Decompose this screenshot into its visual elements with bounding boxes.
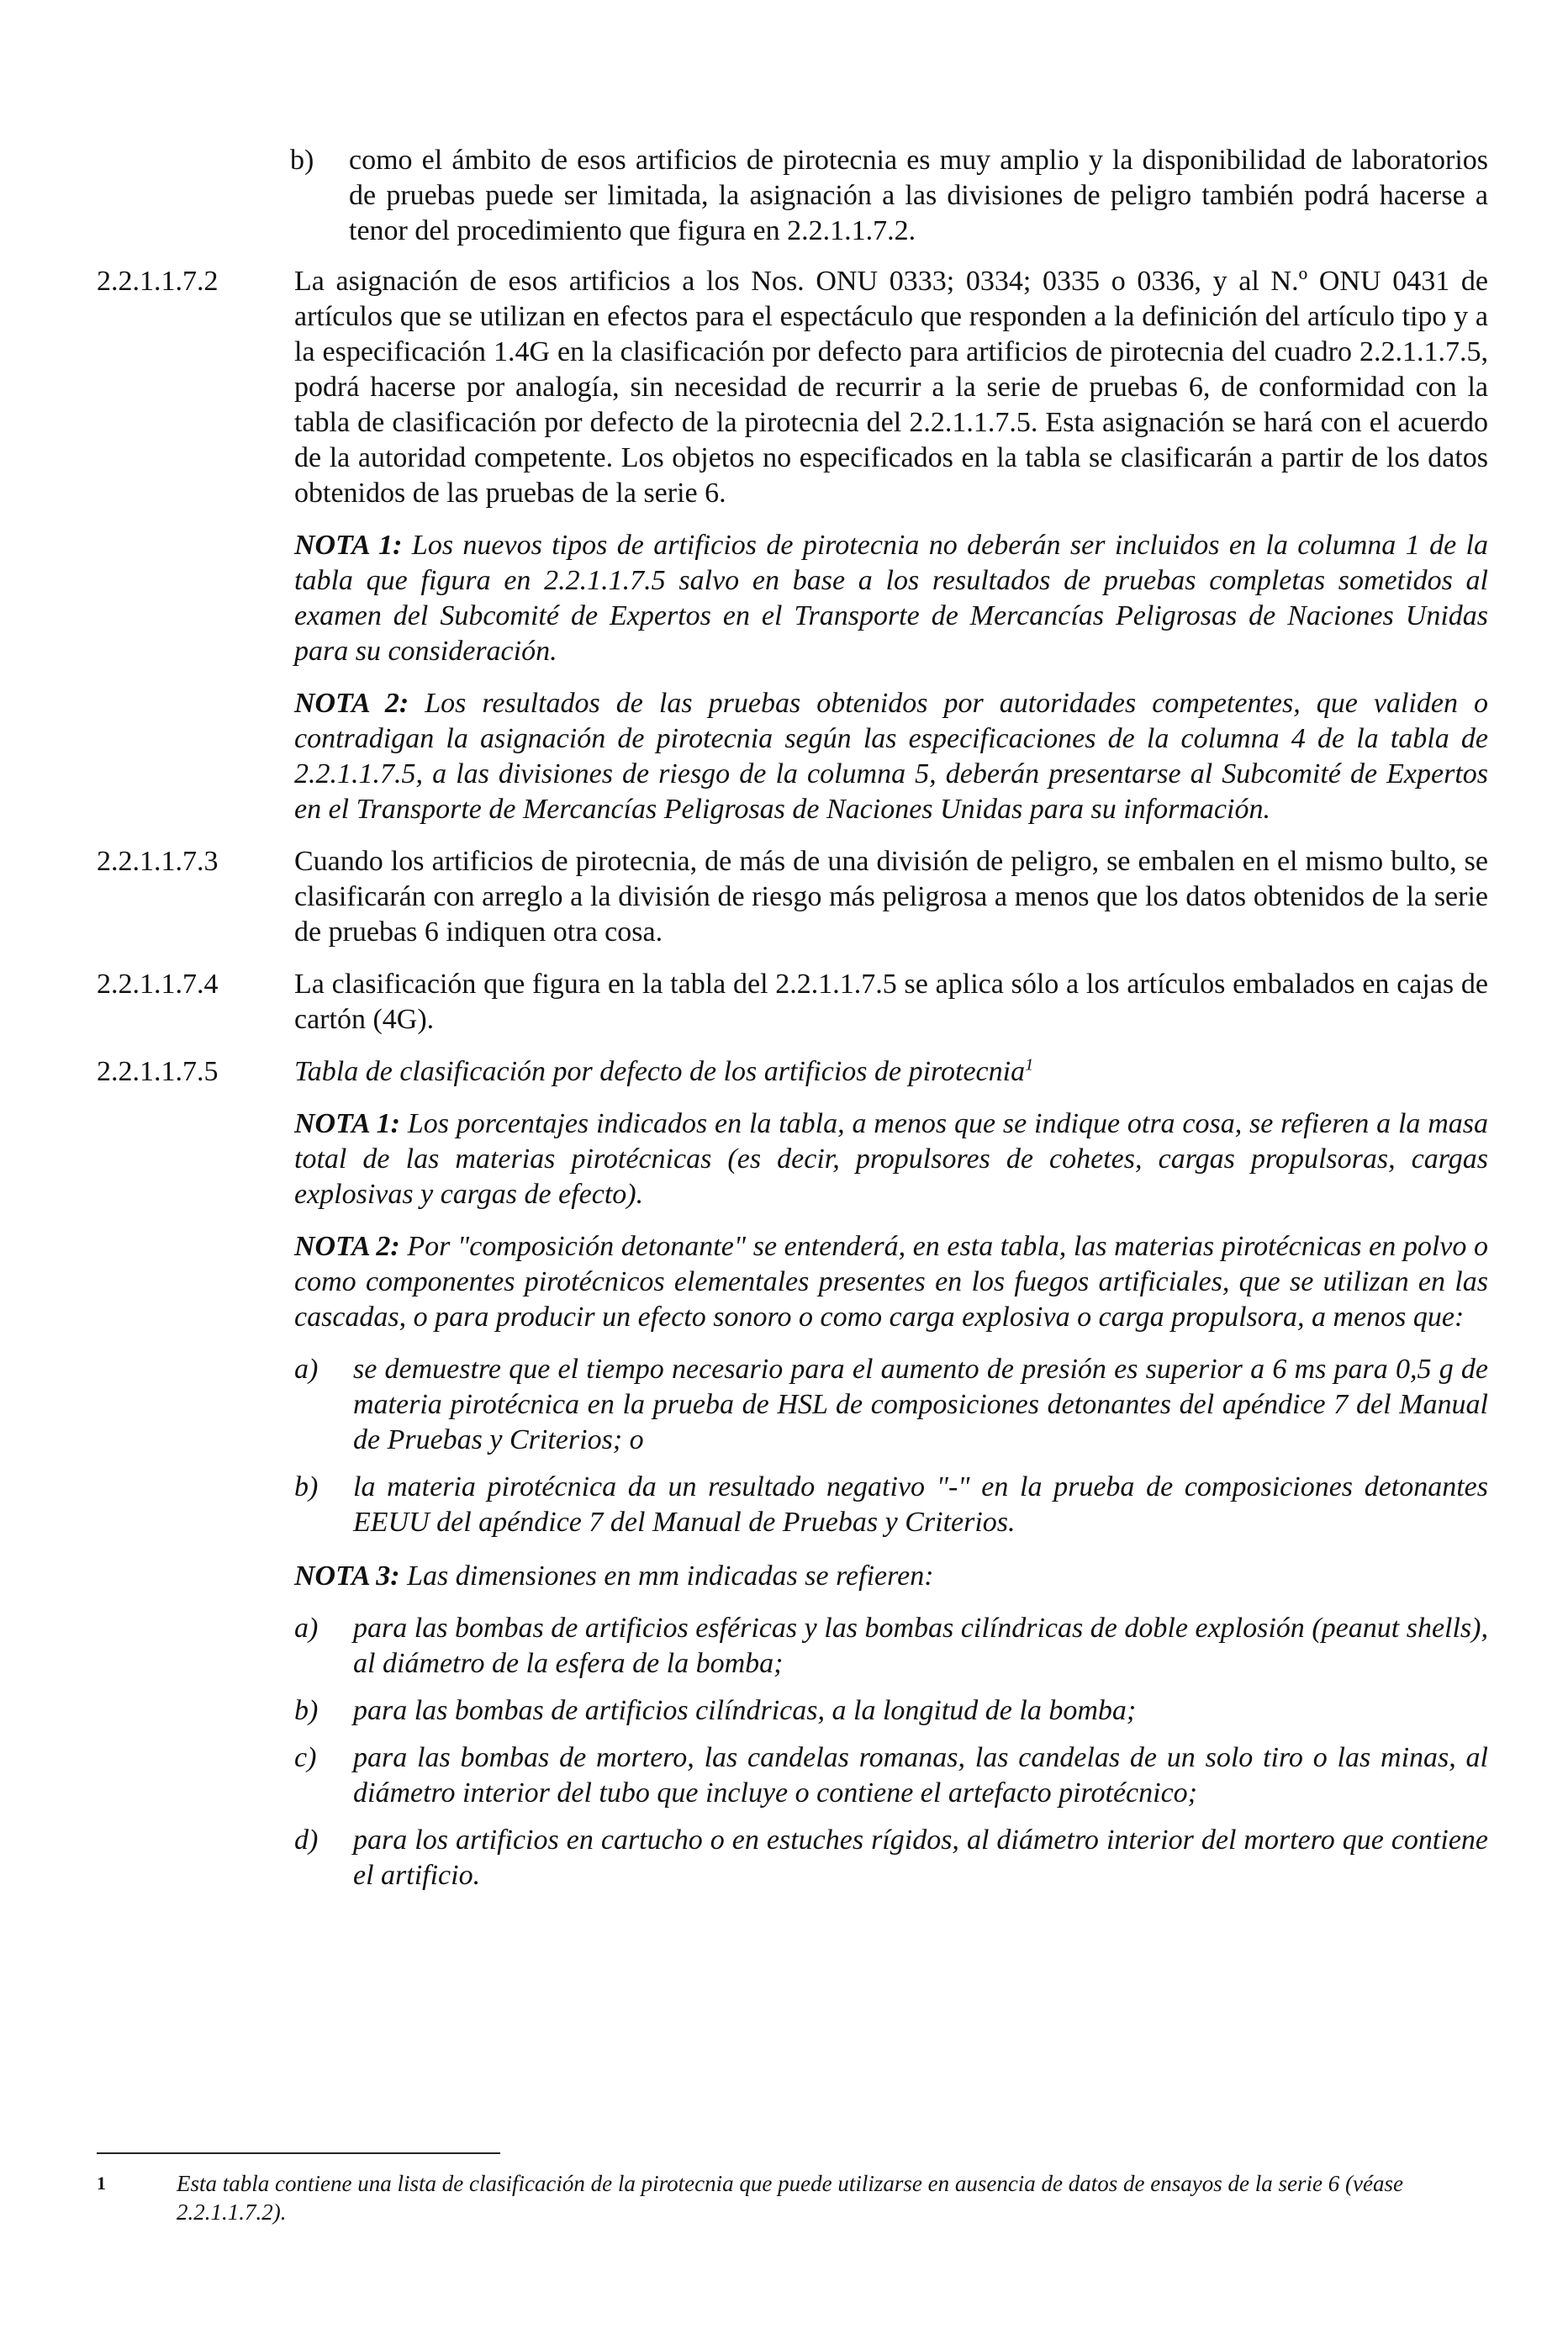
list-label: c) <box>294 1742 317 1773</box>
note-text: Los resultados de las pruebas obtenidos por autoridades competentes, que validen o contradigan la asignación de pirotecnia según las especificaciones de la columna 4 de la tabla de 2.2.1.1.7.5, a las divisiones de riesgo de la columna 5, deberán presentarse al Subcomité de Expertos en el Transporte de Mercancías Peligrosas de Naciones Unidas para su información. <box>294 688 1488 825</box>
section-title <box>294 1054 1488 1090</box>
footnote-divider <box>97 2152 500 2154</box>
note-label: NOTA 3: <box>294 1560 400 1592</box>
section-number: 2.2.1.1.7.2 <box>97 266 219 297</box>
footnote <box>97 2169 1488 2226</box>
note-text: Las dimensiones en mm indicadas se refieren: <box>407 1560 934 1592</box>
note-3-item-a <box>97 1611 1488 1682</box>
list-label: b) <box>290 145 314 176</box>
section-number: 2.2.1.1.7.3 <box>97 846 219 877</box>
footnote-text: Esta tabla contiene una lista de clasificación de la pirotecnia que puede utilizarse en ausencia de datos de ensayos de la serie 6 (véase 2.2.1.1.7.2). <box>177 2171 1403 2225</box>
section-text: Cuando los artificios de pirotecnia, de más de una división de peligro, se embalen en el mismo bulto, se clasificarán con arreglo a la división de riesgo más peligrosa a menos que los datos obtenidos de la serie de pruebas 6 indiquen otra cosa. <box>294 846 1488 948</box>
table-note-2 <box>294 1229 1488 1335</box>
section-number: 2.2.1.1.7.5 <box>97 1056 219 1087</box>
note-label: NOTA 2: <box>294 688 409 719</box>
note-label: NOTA 1: <box>294 530 403 561</box>
list-label: b) <box>294 1695 319 1726</box>
section-text: La asignación de esos artificios a los Nos. ONU 0333; 0334; 0335 o 0336, y al N.º ONU 0431 de artículos que se utilizan en efectos para el espectáculo que responden a la definición del artículo tipo y a la especificación 1.4G en la clasificación por defecto para artificios de pirotecnia del cuadro 2.2.1.1.7.5, podrá hacerse por analogía, sin necesidad de recurrir a la serie de pruebas 6, de conformidad con la tabla de clasificación por defecto de la pirotecnia del 2.2.1.1.7.5. Esta asignación se hará con el acuerdo de la autoridad competente. Los objetos no especificados en la tabla se clasificarán a partir de los datos obtenidos de las pruebas de la serie 6. <box>294 266 1488 509</box>
section-2-2-1-1-7-2 <box>97 264 1488 511</box>
note-2-item-b <box>97 1470 1488 1540</box>
list-text: para las bombas de artificios esféricas y las bombas cilíndricas de doble explosión (peanut shells), al diámetro de la esfera de la bomba; <box>353 1613 1488 1679</box>
list-label: b) <box>294 1471 319 1502</box>
list-label: d) <box>294 1824 319 1856</box>
list-text: como el ámbito de esos artificios de pirotecnia es muy amplio y la disponibilidad de laboratorios de pruebas puede ser limitada, la asignación a las divisiones de peligro también podrá hacerse a tenor del procedimiento que figura en 2.2.1.1.7.2. <box>349 145 1488 246</box>
body-text <box>97 143 1488 1905</box>
footnote-reference[interactable]: 1 <box>1025 1055 1034 1075</box>
list-text: para las bombas de artificios cilíndricas, a la longitud de la bomba; <box>353 1695 1137 1726</box>
note-2-item-a <box>97 1352 1488 1458</box>
section-2-2-1-1-7-5 <box>97 1054 1488 1090</box>
list-item-b <box>97 143 1488 249</box>
section-title-text: Tabla de clasificación por defecto de los artificios de pirotecnia <box>294 1056 1026 1087</box>
list-text: para los artificios en cartucho o en estuches rígidos, al diámetro interior del mortero que contiene el artificio. <box>353 1824 1488 1891</box>
note-text: Los nuevos tipos de artificios de pirotecnia no deberán ser incluidos en la columna 1 de la tabla que figura en 2.2.1.1.7.5 salvo en base a los resultados de pruebas completas sometidos al examen del Subcomité de Expertos en el Transporte de Mercancías Peligrosas de Naciones Unidas para su consideración. <box>294 530 1489 667</box>
note-2 <box>294 686 1488 827</box>
note-label: NOTA 2: <box>294 1231 400 1262</box>
note-3-item-b <box>97 1693 1488 1729</box>
section-2-2-1-1-7-3 <box>97 844 1488 950</box>
note-3-item-d <box>97 1823 1488 1893</box>
footnote-mark: 1 <box>97 2173 106 2194</box>
section-text: La clasificación que figura en la tabla del 2.2.1.1.7.5 se aplica sólo a los artículos embalados en cajas de cartón (4G). <box>294 969 1488 1035</box>
note-text: Por "composición detonante" se entenderá, en esta tabla, las materias pirotécnicas en polvo o como componentes pirotécnicos elementales presentes en los fuegos artificiales, que se utilizan en las cascadas, o para producir un efecto sonoro o como carga explosiva o carga propulsora, a menos que: <box>294 1231 1489 1333</box>
note-text: Los porcentajes indicados en la tabla, a menos que se indique otra cosa, se refieren a la masa total de las materias pirotécnicas (es decir, propulsores de cohetes, cargas propulsoras, cargas explosivas y cargas de efecto). <box>294 1108 1489 1210</box>
list-label: a) <box>294 1613 319 1644</box>
list-text: para las bombas de mortero, las candelas romanas, las candelas de un solo tiro o las minas, al diámetro interior del tubo que incluye o contiene el artefacto pirotécnico; <box>353 1742 1488 1809</box>
section-2-2-1-1-7-4 <box>97 967 1488 1038</box>
section-number: 2.2.1.1.7.4 <box>97 969 219 1000</box>
note-1 <box>294 528 1488 669</box>
note-3-item-c <box>97 1740 1488 1811</box>
list-text: la materia pirotécnica da un resultado negativo "-" en la prueba de composiciones detonantes EEUU del apéndice 7 del Manual de Pruebas y Criterios. <box>353 1471 1488 1538</box>
table-note-1 <box>294 1106 1488 1212</box>
table-note-3 <box>294 1559 1488 1594</box>
note-label: NOTA 1: <box>294 1108 400 1139</box>
list-text: se demuestre que el tiempo necesario para el aumento de presión es superior a 6 ms para 0,5 g de materia pirotécnica en la prueba de HSL de composiciones detonantes del apéndice 7 del Manual de Pruebas y Criterios; o <box>353 1354 1488 1455</box>
list-label: a) <box>294 1354 319 1385</box>
